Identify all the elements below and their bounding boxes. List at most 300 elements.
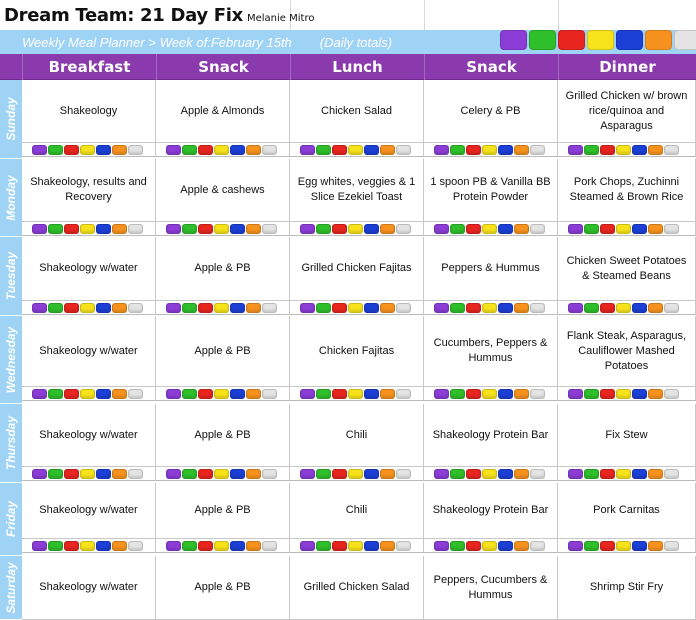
container-dot-gray[interactable] (664, 224, 679, 234)
container-dot-orange[interactable] (112, 541, 127, 551)
meal-cell[interactable]: Grilled Chicken Fajitas (290, 237, 424, 301)
meal-cell[interactable]: Peppers, Cucumbers & Hummus (424, 556, 558, 620)
container-dot-orange[interactable] (514, 541, 529, 551)
container-dot-yellow[interactable] (214, 145, 229, 155)
meal-cell[interactable]: Chili (290, 404, 424, 467)
container-dot-purple[interactable] (568, 541, 583, 551)
container-dot-orange[interactable] (648, 145, 663, 155)
week-label: Week of:February 15th (159, 35, 292, 50)
day-label-tuesday (0, 237, 22, 316)
container-dot-red[interactable] (600, 541, 615, 551)
meal-cell[interactable]: Shakeology Protein Bar (424, 404, 558, 467)
color-swatch-purple (500, 30, 527, 50)
container-dot-blue[interactable] (96, 303, 111, 313)
container-dot-green[interactable] (316, 469, 331, 479)
meal-cell[interactable]: Shrimp Stir Fry (558, 556, 696, 620)
container-dot-green[interactable] (182, 145, 197, 155)
day-name: Friday (4, 500, 18, 538)
color-swatch-yellow (587, 30, 614, 50)
container-dot-yellow[interactable] (482, 224, 497, 234)
container-dot-red[interactable] (332, 541, 347, 551)
container-dot-purple[interactable] (166, 303, 181, 313)
container-dot-blue[interactable] (96, 389, 111, 399)
meal-cell[interactable]: Apple & PB (156, 237, 290, 301)
container-dot-purple[interactable] (300, 541, 315, 551)
container-dot-gray[interactable] (664, 145, 679, 155)
container-dot-green[interactable] (584, 224, 599, 234)
container-dot-blue[interactable] (632, 469, 647, 479)
meal-cell[interactable]: Apple & PB (156, 556, 290, 620)
container-dot-yellow[interactable] (348, 303, 363, 313)
container-dot-green[interactable] (48, 145, 63, 155)
container-dot-purple[interactable] (32, 145, 47, 155)
container-tracker (22, 222, 156, 236)
container-dot-gray[interactable] (396, 145, 411, 155)
container-dot-red[interactable] (64, 145, 79, 155)
container-dot-gray[interactable] (530, 303, 545, 313)
container-dot-yellow[interactable] (348, 541, 363, 551)
container-dot-red[interactable] (466, 389, 481, 399)
container-tracker (22, 539, 156, 553)
container-dot-orange[interactable] (112, 303, 127, 313)
container-dot-blue[interactable] (230, 224, 245, 234)
meal-cell[interactable]: Grilled Chicken Salad (290, 556, 424, 620)
container-dot-gray[interactable] (128, 224, 143, 234)
container-dot-green[interactable] (316, 389, 331, 399)
container-dot-orange[interactable] (380, 303, 395, 313)
container-dot-blue[interactable] (498, 469, 513, 479)
container-dot-orange[interactable] (648, 389, 663, 399)
container-dot-purple[interactable] (300, 469, 315, 479)
container-dot-gray[interactable] (396, 469, 411, 479)
container-dot-orange[interactable] (246, 145, 261, 155)
meal-cell[interactable]: Shakeology w/water (22, 556, 156, 620)
container-tracker (156, 222, 290, 236)
container-dot-yellow[interactable] (80, 541, 95, 551)
container-dot-gray[interactable] (530, 541, 545, 551)
container-dot-green[interactable] (450, 469, 465, 479)
meal-cell[interactable]: Grilled Chicken w/ brown rice/quinoa and Asparagus (558, 80, 696, 143)
container-dot-orange[interactable] (112, 389, 127, 399)
container-dot-red[interactable] (64, 541, 79, 551)
container-dot-yellow[interactable] (616, 469, 631, 479)
meal-cell[interactable]: Apple & Almonds (156, 80, 290, 143)
container-dot-blue[interactable] (632, 224, 647, 234)
column-header-breakfast: Breakfast (22, 54, 156, 80)
meal-cell[interactable]: Chicken Salad (290, 80, 424, 143)
container-dot-orange[interactable] (514, 389, 529, 399)
container-dot-orange[interactable] (514, 145, 529, 155)
container-tracker (156, 467, 290, 481)
container-dot-yellow[interactable] (80, 145, 95, 155)
container-dot-yellow[interactable] (348, 224, 363, 234)
page-title (4, 5, 314, 26)
container-dot-blue[interactable] (230, 389, 245, 399)
container-dot-red[interactable] (466, 303, 481, 313)
container-dot-purple[interactable] (300, 303, 315, 313)
container-dot-green[interactable] (450, 303, 465, 313)
container-tracker (156, 539, 290, 553)
container-dot-red[interactable] (332, 145, 347, 155)
container-tracker (558, 539, 696, 553)
container-dot-gray[interactable] (262, 469, 277, 479)
container-tracker (290, 539, 424, 553)
container-dot-gray[interactable] (262, 224, 277, 234)
container-dot-yellow[interactable] (482, 389, 497, 399)
container-dot-red[interactable] (64, 389, 79, 399)
container-tracker (156, 143, 290, 157)
container-dot-red[interactable] (600, 469, 615, 479)
container-dot-blue[interactable] (364, 145, 379, 155)
container-dot-green[interactable] (48, 541, 63, 551)
meal-cell[interactable]: Chili (290, 483, 424, 539)
container-dot-purple[interactable] (166, 469, 181, 479)
container-tracker (156, 387, 290, 401)
container-dot-blue[interactable] (498, 389, 513, 399)
container-dot-orange[interactable] (112, 145, 127, 155)
meal-cell[interactable]: Cucumbers, Peppers & Hummus (424, 316, 558, 387)
container-dot-red[interactable] (198, 303, 213, 313)
container-dot-blue[interactable] (498, 224, 513, 234)
container-dot-yellow[interactable] (214, 389, 229, 399)
container-dot-gray[interactable] (530, 224, 545, 234)
container-dot-red[interactable] (466, 145, 481, 155)
container-dot-blue[interactable] (632, 303, 647, 313)
container-dot-yellow[interactable] (616, 303, 631, 313)
day-name: Wednesday (4, 326, 18, 393)
container-dot-gray[interactable] (128, 541, 143, 551)
container-dot-purple[interactable] (434, 224, 449, 234)
container-dot-purple[interactable] (166, 145, 181, 155)
meal-cell[interactable]: Celery & PB (424, 80, 558, 143)
container-dot-blue[interactable] (96, 145, 111, 155)
container-dot-gray[interactable] (262, 145, 277, 155)
container-dot-green[interactable] (48, 224, 63, 234)
container-dot-orange[interactable] (648, 303, 663, 313)
container-dot-orange[interactable] (514, 469, 529, 479)
container-dot-orange[interactable] (648, 224, 663, 234)
meal-cell[interactable]: Apple & PB (156, 404, 290, 467)
container-dot-red[interactable] (332, 224, 347, 234)
container-dot-red[interactable] (198, 389, 213, 399)
meal-cell[interactable]: Egg whites, veggies & 1 Slice Ezekiel Toast (290, 159, 424, 222)
container-dot-green[interactable] (182, 469, 197, 479)
planner-text (22, 35, 396, 50)
container-tracker (22, 301, 156, 315)
container-dot-gray[interactable] (396, 541, 411, 551)
container-dot-yellow[interactable] (348, 145, 363, 155)
container-dot-purple[interactable] (32, 389, 47, 399)
container-dot-red[interactable] (64, 469, 79, 479)
container-dot-yellow[interactable] (482, 303, 497, 313)
container-dot-purple[interactable] (568, 303, 583, 313)
day-label-thursday (0, 404, 22, 483)
container-dot-blue[interactable] (498, 541, 513, 551)
meal-cell[interactable]: Flank Steak, Asparagus, Cauliflower Mashed Potatoes (558, 316, 696, 387)
container-dot-orange[interactable] (380, 145, 395, 155)
container-dot-red[interactable] (64, 303, 79, 313)
gridline (558, 0, 559, 30)
container-dot-green[interactable] (316, 541, 331, 551)
container-dot-purple[interactable] (434, 541, 449, 551)
container-dot-green[interactable] (584, 145, 599, 155)
container-dot-yellow[interactable] (80, 303, 95, 313)
container-dot-green[interactable] (450, 145, 465, 155)
meal-cell[interactable]: Fix Stew (558, 404, 696, 467)
container-dot-purple[interactable] (166, 389, 181, 399)
meal-cell[interactable]: Shakeology w/water (22, 483, 156, 539)
day-label-sunday (0, 80, 22, 159)
meal-cell[interactable]: 1 spoon PB & Vanilla BB Protein Powder (424, 159, 558, 222)
column-header-snack: Snack (424, 54, 558, 80)
container-dot-purple[interactable] (32, 303, 47, 313)
planner-label: Weekly Meal Planner > (22, 35, 156, 50)
daily-totals-label: (Daily totals) (319, 35, 393, 50)
container-dot-gray[interactable] (262, 303, 277, 313)
title-row (0, 0, 696, 30)
container-dot-green[interactable] (316, 303, 331, 313)
container-dot-gray[interactable] (530, 469, 545, 479)
container-dot-yellow[interactable] (482, 469, 497, 479)
container-dot-yellow[interactable] (616, 541, 631, 551)
gridline (424, 0, 425, 30)
container-dot-orange[interactable] (514, 303, 529, 313)
meal-cell[interactable]: Shakeology (22, 80, 156, 143)
meal-cell[interactable]: Apple & PB (156, 316, 290, 387)
container-dot-yellow[interactable] (348, 469, 363, 479)
container-tracker (22, 143, 156, 157)
container-dot-green[interactable] (584, 541, 599, 551)
container-dot-orange[interactable] (648, 541, 663, 551)
container-dot-gray[interactable] (262, 389, 277, 399)
container-dot-orange[interactable] (514, 224, 529, 234)
container-tracker (424, 301, 558, 315)
container-dot-green[interactable] (48, 303, 63, 313)
container-dot-red[interactable] (64, 224, 79, 234)
page-title-text: Dream Team: 21 Day Fix (4, 5, 243, 26)
container-dot-green[interactable] (316, 224, 331, 234)
container-dot-gray[interactable] (396, 389, 411, 399)
container-dot-yellow[interactable] (348, 389, 363, 399)
container-dot-purple[interactable] (568, 224, 583, 234)
meal-cell[interactable]: Shakeology w/water (22, 404, 156, 467)
container-dot-gray[interactable] (530, 145, 545, 155)
column-header-lunch: Lunch (290, 54, 424, 80)
container-tracker (558, 467, 696, 481)
container-dot-orange[interactable] (380, 224, 395, 234)
container-dot-purple[interactable] (568, 389, 583, 399)
container-dot-purple[interactable] (434, 145, 449, 155)
container-dot-purple[interactable] (166, 541, 181, 551)
container-dot-red[interactable] (600, 145, 615, 155)
day-name: Thursday (4, 415, 18, 471)
container-dot-yellow[interactable] (214, 224, 229, 234)
container-dot-green[interactable] (584, 389, 599, 399)
container-dot-yellow[interactable] (80, 469, 95, 479)
container-dot-gray[interactable] (664, 541, 679, 551)
container-dot-purple[interactable] (300, 145, 315, 155)
container-dot-red[interactable] (332, 389, 347, 399)
container-dot-red[interactable] (198, 541, 213, 551)
day-label-wednesday (0, 316, 22, 404)
container-dot-yellow[interactable] (214, 303, 229, 313)
container-dot-blue[interactable] (96, 224, 111, 234)
container-dot-orange[interactable] (246, 303, 261, 313)
meal-cell[interactable]: Shakeology, results and Recovery (22, 159, 156, 222)
meal-cell[interactable]: Chicken Fajitas (290, 316, 424, 387)
container-dot-green[interactable] (450, 541, 465, 551)
container-dot-red[interactable] (198, 469, 213, 479)
container-tracker (156, 301, 290, 315)
meal-cell[interactable]: Peppers & Hummus (424, 237, 558, 301)
container-dot-green[interactable] (182, 541, 197, 551)
meal-cell[interactable]: Shakeology w/water (22, 316, 156, 387)
container-dot-green[interactable] (450, 224, 465, 234)
container-dot-green[interactable] (584, 303, 599, 313)
day-label-monday (0, 159, 22, 237)
meal-cell[interactable]: Apple & cashews (156, 159, 290, 222)
container-dot-blue[interactable] (230, 303, 245, 313)
container-dot-yellow[interactable] (80, 389, 95, 399)
container-dot-gray[interactable] (128, 389, 143, 399)
column-header-snack: Snack (156, 54, 290, 80)
container-dot-purple[interactable] (568, 469, 583, 479)
container-dot-gray[interactable] (664, 303, 679, 313)
meal-cell[interactable]: Shakeology Protein Bar (424, 483, 558, 539)
container-dot-orange[interactable] (380, 469, 395, 479)
container-dot-blue[interactable] (230, 469, 245, 479)
container-dot-purple[interactable] (434, 389, 449, 399)
container-tracker (558, 387, 696, 401)
container-dot-orange[interactable] (246, 224, 261, 234)
day-name: Saturday (4, 561, 18, 614)
container-dot-yellow[interactable] (616, 389, 631, 399)
container-dot-purple[interactable] (434, 469, 449, 479)
container-dot-yellow[interactable] (80, 224, 95, 234)
day-label-saturday (0, 556, 22, 620)
meal-cell[interactable]: Pork Chops, Zuchinni Steamed & Brown Rice (558, 159, 696, 222)
container-tracker (558, 143, 696, 157)
container-dot-green[interactable] (584, 469, 599, 479)
container-dot-blue[interactable] (498, 145, 513, 155)
container-dot-blue[interactable] (364, 541, 379, 551)
container-tracker (424, 467, 558, 481)
container-dot-orange[interactable] (648, 469, 663, 479)
meal-cell[interactable]: Pork Carnitas (558, 483, 696, 539)
container-dot-red[interactable] (466, 469, 481, 479)
meal-cell[interactable]: Apple & PB (156, 483, 290, 539)
container-dot-orange[interactable] (246, 541, 261, 551)
container-dot-red[interactable] (600, 224, 615, 234)
container-dot-blue[interactable] (96, 469, 111, 479)
container-dot-purple[interactable] (166, 224, 181, 234)
container-dot-yellow[interactable] (616, 224, 631, 234)
container-dot-green[interactable] (182, 224, 197, 234)
container-dot-gray[interactable] (664, 469, 679, 479)
container-tracker (290, 467, 424, 481)
container-dot-red[interactable] (600, 389, 615, 399)
container-dot-green[interactable] (48, 389, 63, 399)
container-dot-red[interactable] (466, 541, 481, 551)
container-dot-gray[interactable] (262, 541, 277, 551)
container-dot-orange[interactable] (112, 469, 127, 479)
column-header-dinner: Dinner (558, 54, 696, 80)
container-dot-blue[interactable] (364, 389, 379, 399)
container-dot-purple[interactable] (32, 469, 47, 479)
container-dot-red[interactable] (600, 303, 615, 313)
container-tracker (424, 387, 558, 401)
container-dot-yellow[interactable] (616, 145, 631, 155)
container-dot-green[interactable] (316, 145, 331, 155)
container-dot-blue[interactable] (364, 303, 379, 313)
container-dot-blue[interactable] (230, 541, 245, 551)
meal-cell[interactable]: Chicken Sweet Potatoes & Steamed Beans (558, 237, 696, 301)
container-dot-purple[interactable] (32, 541, 47, 551)
container-tracker (558, 222, 696, 236)
container-dot-red[interactable] (198, 145, 213, 155)
column-header-row (0, 54, 696, 80)
container-dot-yellow[interactable] (214, 541, 229, 551)
container-dot-green[interactable] (182, 303, 197, 313)
container-dot-blue[interactable] (96, 541, 111, 551)
container-tracker (290, 222, 424, 236)
color-swatch-red (558, 30, 585, 50)
container-dot-gray[interactable] (396, 224, 411, 234)
container-dot-orange[interactable] (380, 389, 395, 399)
day-name: Sunday (4, 97, 18, 141)
container-dot-purple[interactable] (32, 224, 47, 234)
container-dot-gray[interactable] (128, 303, 143, 313)
container-dot-red[interactable] (466, 224, 481, 234)
color-swatch-green (529, 30, 556, 50)
meal-cell[interactable]: Shakeology w/water (22, 237, 156, 301)
container-dot-gray[interactable] (664, 389, 679, 399)
container-dot-red[interactable] (198, 224, 213, 234)
container-dot-blue[interactable] (498, 303, 513, 313)
container-dot-blue[interactable] (230, 145, 245, 155)
container-dot-gray[interactable] (530, 389, 545, 399)
container-dot-orange[interactable] (380, 541, 395, 551)
container-tracker (290, 387, 424, 401)
container-dot-purple[interactable] (300, 224, 315, 234)
container-dot-purple[interactable] (434, 303, 449, 313)
container-dot-orange[interactable] (246, 389, 261, 399)
container-dot-yellow[interactable] (482, 541, 497, 551)
container-dot-red[interactable] (332, 303, 347, 313)
container-dot-yellow[interactable] (482, 145, 497, 155)
container-dot-orange[interactable] (246, 469, 261, 479)
container-dot-blue[interactable] (364, 224, 379, 234)
container-dot-gray[interactable] (128, 469, 143, 479)
author-name: Melanie Mitro (246, 13, 315, 24)
container-dot-purple[interactable] (568, 145, 583, 155)
container-dot-gray[interactable] (396, 303, 411, 313)
container-dot-green[interactable] (182, 389, 197, 399)
container-dot-blue[interactable] (632, 541, 647, 551)
container-dot-gray[interactable] (128, 145, 143, 155)
container-dot-orange[interactable] (112, 224, 127, 234)
container-dot-blue[interactable] (632, 389, 647, 399)
container-dot-blue[interactable] (632, 145, 647, 155)
container-dot-blue[interactable] (364, 469, 379, 479)
container-dot-red[interactable] (332, 469, 347, 479)
container-dot-green[interactable] (48, 469, 63, 479)
container-tracker (424, 143, 558, 157)
container-dot-green[interactable] (450, 389, 465, 399)
container-dot-yellow[interactable] (214, 469, 229, 479)
container-dot-purple[interactable] (300, 389, 315, 399)
day-name: Tuesday (4, 251, 18, 301)
